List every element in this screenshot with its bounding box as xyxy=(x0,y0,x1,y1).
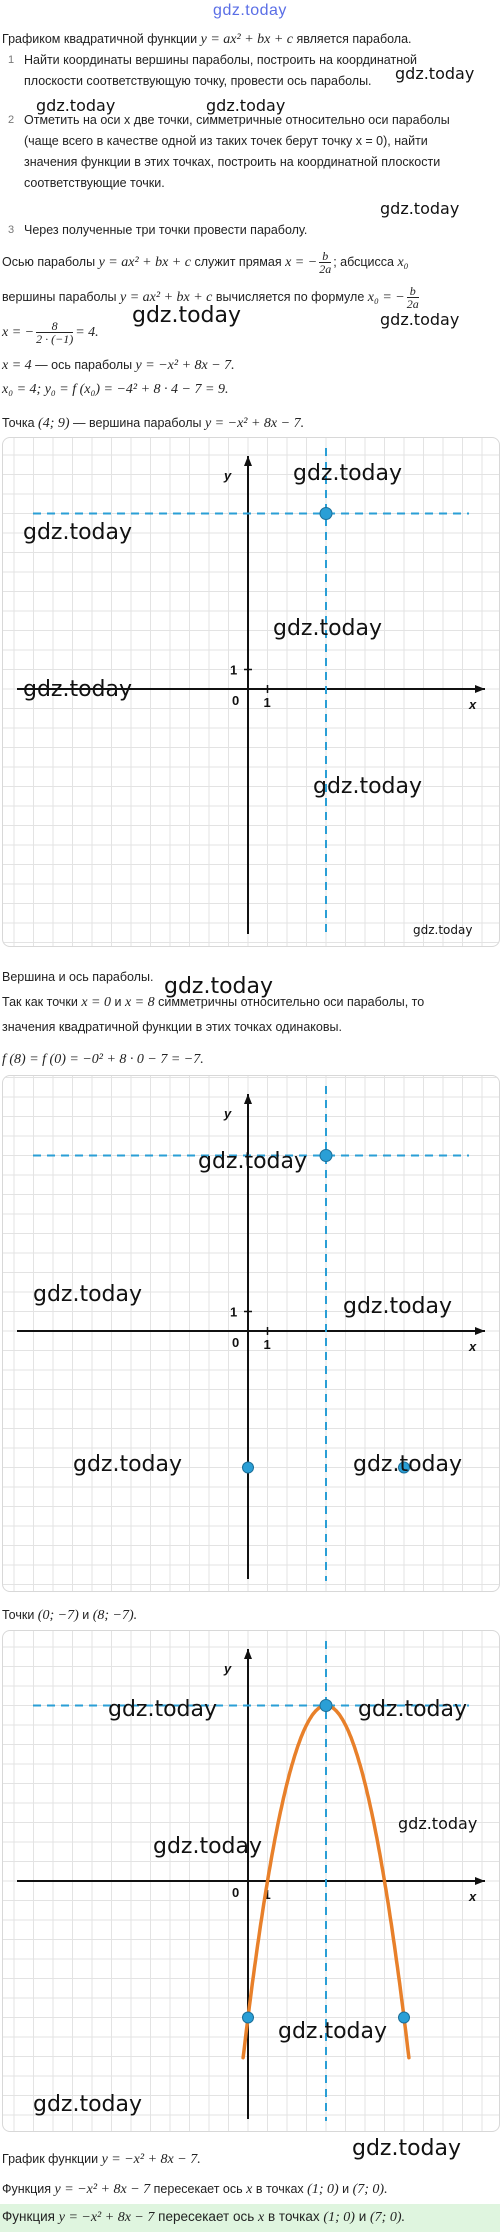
watermark: gdz.today xyxy=(380,310,460,329)
x-axis-label: x xyxy=(469,697,477,712)
point-8-neg7 xyxy=(399,2012,410,2023)
y-axis-arrow xyxy=(244,1094,252,1104)
x-axis-label: x xyxy=(469,1889,477,1904)
watermark: gdz.today xyxy=(395,64,475,83)
y-unit-label: 1 xyxy=(230,1304,238,1320)
watermark: gdz.today xyxy=(73,1452,183,1477)
chart-1-panel xyxy=(2,437,500,947)
origin-label: 0 xyxy=(232,1335,240,1350)
intersection-line-2: Функция y = −x² + 8x − 7 пересекает ось x в точках (1; 0) и (7; 0). xyxy=(2,2209,405,2225)
chart-2-panel xyxy=(2,1075,500,1592)
x-unit-label: 1 xyxy=(263,695,271,710)
watermark: gdz.today xyxy=(273,616,383,641)
chart-3-panel xyxy=(2,1630,500,2132)
origin-label: 0 xyxy=(232,1885,240,1900)
watermark: gdz.today xyxy=(380,199,460,218)
vertex-point xyxy=(320,1150,332,1162)
x-axis-label: x xyxy=(469,1339,477,1354)
axis-rule-line: Осью параболы y = ax² + bx + c служит прямая x = − $\frac{b}{2a}$ ; абсцисса x₀ xyxy=(2,249,409,276)
point-0-neg7 xyxy=(243,1462,254,1473)
f-calc-line: f (8) = f (0) = −0² + 8 · 0 − 7 = −7. xyxy=(2,1052,204,1067)
watermark: gdz.today xyxy=(343,1294,453,1319)
x-calc-line: x = − $\frac{8}{2 \cdot (-1)}$ = 4. xyxy=(2,319,99,346)
y-axis-label: y xyxy=(224,468,232,483)
x-axis-arrow xyxy=(475,685,485,693)
intro-lead: Графиком квадратичной функции y = ax² + bx + c является парабола. xyxy=(2,32,412,47)
vertex-calc-line: x₀ = 4; y₀ = f (x₀) = −4² + 8 · 4 − 7 = 9. xyxy=(2,382,229,397)
chart-2-caption: Точки (0; −7) и (8; −7). xyxy=(2,1608,138,1623)
watermark: gdz.today xyxy=(23,677,133,702)
watermark: gdz.today xyxy=(313,774,423,799)
watermark: gdz.today xyxy=(33,2092,143,2117)
watermark: gdz.today xyxy=(132,303,242,328)
point-0-neg7 xyxy=(243,2012,254,2023)
watermark: gdz.today xyxy=(198,1149,308,1174)
graph-caption: График функции y = −x² + 8x − 7. xyxy=(2,2152,201,2167)
watermark: gdz.today xyxy=(293,461,403,486)
y-axis-label: y xyxy=(224,1661,232,1676)
step-3: 3 Через полученные три точки провести параболу. xyxy=(8,223,308,237)
intro-formula: y = ax² + bx + c xyxy=(200,32,294,47)
symmetry-text-2: значения квадратичной функции в этих точках одинаковы. xyxy=(2,1020,342,1034)
watermark: gdz.today xyxy=(33,1282,143,1307)
watermark: gdz.today xyxy=(36,96,116,115)
chart-3 xyxy=(3,1631,499,2131)
origin-label: 0 xyxy=(232,693,240,708)
watermark: gdz.today xyxy=(353,1452,463,1477)
vertex-point xyxy=(320,508,332,520)
site-title[interactable]: gdz.today xyxy=(213,2,287,19)
y-axis-arrow xyxy=(244,456,252,466)
fraction-b-2a: $\frac{b}{2a}$ xyxy=(319,249,332,276)
y-unit-label: 1 xyxy=(230,662,238,678)
x-axis-arrow xyxy=(475,1877,485,1885)
vertex-line: Точка (4; 9) — вершина параболы y = −x² + 8x − 7. xyxy=(2,416,305,431)
vertex-rule-line: вершины параболы y = ax² + bx + c вычисляется по формуле x₀ = − $\frac{b}{2a}$ xyxy=(2,284,419,311)
x-unit-label: 1 xyxy=(263,1887,271,1902)
watermark: gdz.today xyxy=(352,2136,462,2161)
x-axis-arrow xyxy=(475,1327,485,1335)
watermark: gdz.today xyxy=(206,96,286,115)
step-1: 1 Найти координаты вершины параболы, построить на координатной плоскости соответствующую точку, провести ось параболы. xyxy=(8,53,418,88)
x-unit-label: 1 xyxy=(263,1337,271,1352)
watermark: gdz.today xyxy=(164,974,274,999)
y-axis-label: y xyxy=(224,1106,232,1121)
fraction-b-2a-2: $\frac{b}{2a}$ xyxy=(406,284,419,311)
watermark: gdz.today xyxy=(153,1834,263,1859)
watermark: gdz.today xyxy=(358,1697,468,1722)
watermark: gdz.today xyxy=(413,923,473,937)
vertex-point xyxy=(320,1700,332,1712)
chart-1-caption: Вершина и ось параболы. xyxy=(2,970,154,984)
highlighted-answer xyxy=(0,2204,500,2232)
watermark: gdz.today xyxy=(278,2019,388,2044)
step-2: 2 Отметить на оси x две точки, симметричные относительно оси параболы (чаще всего в качестве одной из таких точек берут точку x = 0), найти значения функции в этих точках, построить на координатной плоскости соответствующие точки. xyxy=(8,113,450,190)
chart-1 xyxy=(3,438,499,946)
intersection-line-1: Функция y = −x² + 8x − 7 пересекает ось x в точках (1; 0) и (7; 0). xyxy=(2,2182,388,2197)
y-axis-arrow xyxy=(244,1649,252,1659)
watermark: gdz.today xyxy=(23,520,133,545)
chart-2 xyxy=(3,1076,499,1591)
watermark: gdz.today xyxy=(108,1697,218,1722)
watermark: gdz.today xyxy=(398,1814,478,1833)
fraction-8: $\frac{8}{2 \cdot (-1)}$ xyxy=(36,319,74,346)
symmetry-text: Так как точки x = 0 и x = 8 симметричны относительно оси параболы, то xyxy=(2,995,425,1010)
axis-result-line: x = 4 — ось параболы y = −x² + 8x − 7. xyxy=(2,358,235,373)
